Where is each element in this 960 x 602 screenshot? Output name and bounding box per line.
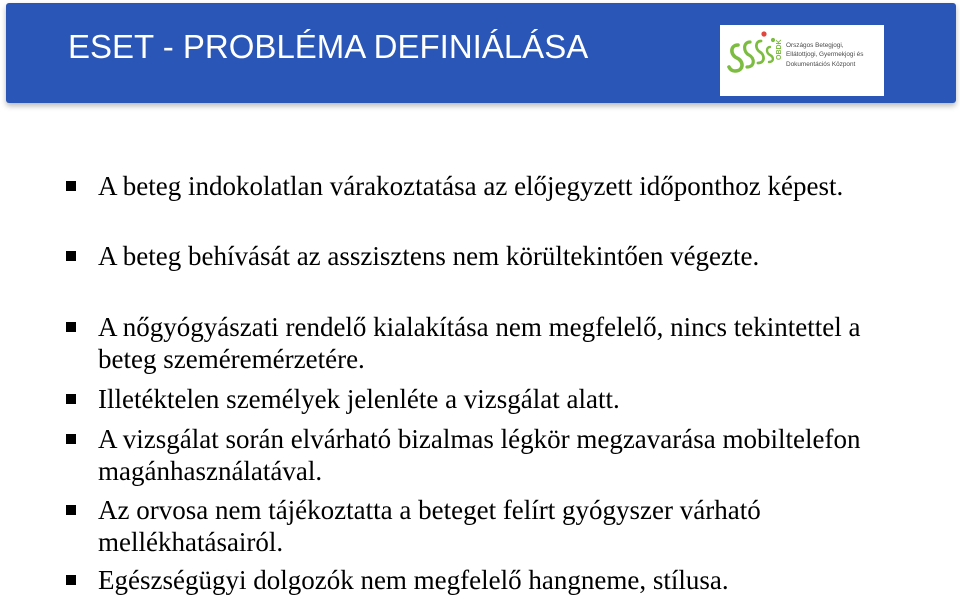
bullet-square-icon — [66, 322, 76, 332]
bullet-text: A beteg indokolatlan várakoztatása az előjegyzett időponthoz képest. — [98, 171, 844, 201]
bullet-item — [98, 311, 908, 375]
bullet-square-icon — [66, 575, 76, 585]
bullet-text: Az orvosa nem tájékoztatta a beteget felírt gyógyszer várható mellékhatásairól. — [98, 495, 761, 557]
bullet-square-icon — [66, 394, 76, 404]
bullet-item — [98, 240, 908, 272]
bullet-square-icon — [66, 251, 76, 261]
bullet-item — [98, 383, 908, 415]
bullet-text: A nőgyógyászati rendelő kialakítása nem megfelelő, nincs tekintettel a beteg szeméremérzetére. — [98, 312, 861, 374]
logo-text-line: Dokumentációs Központ — [786, 60, 856, 68]
bullet-text: A beteg behívását az asszisztens nem körültekintően végezte. — [98, 241, 760, 271]
logo-vertical-text: OBDK — [776, 39, 783, 60]
bullet-text: A vizsgálat során elvárható bizalmas légkör megzavarása mobiltelefon magánhasználatával. — [98, 424, 861, 486]
logo-text-line: Ellátottjogi, Gyermekjogi és — [786, 51, 864, 59]
bullet-text: Egészségügyi dolgozók nem megfelelő hangneme, stílusa. — [98, 565, 729, 595]
slide-title: ESET - PROBLÉMA DEFINIÁLÁSA — [68, 28, 589, 65]
bullet-item — [98, 423, 908, 487]
bullet-text: Illetéktelen személyek jelenléte a vizsgálat alatt. — [98, 384, 620, 414]
bullet-item — [98, 494, 908, 558]
bullet-item — [98, 564, 908, 596]
bullet-item — [98, 170, 908, 202]
bullet-square-icon — [66, 434, 76, 444]
bullet-square-icon — [66, 505, 76, 515]
logo-text-line: Országos Betegjogi, — [786, 42, 844, 49]
bullet-square-icon — [66, 181, 76, 191]
